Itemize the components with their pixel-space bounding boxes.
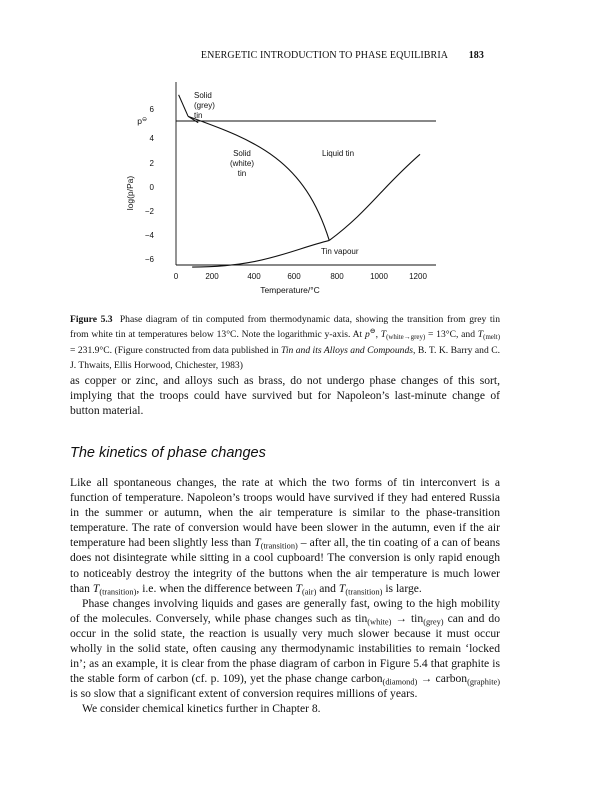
section-heading: The kinetics of phase changes: [70, 445, 266, 461]
x-tick-label: 1200: [409, 272, 427, 281]
liquid-vapour-boundary: [329, 154, 420, 240]
caption-subscript: (melt): [483, 334, 501, 342]
figure-label: Figure 5.3: [70, 314, 113, 325]
region-label-tin-vapour: Tin vapour: [321, 247, 359, 256]
caption-text: ,: [375, 329, 381, 341]
region-label-white-tin-line-3: tin: [237, 169, 247, 178]
intro-paragraph: [70, 373, 500, 418]
y-tick-label: 2: [149, 159, 154, 168]
y-tick-label: 4: [149, 134, 154, 143]
region-label-grey-tin-line-2: (grey): [194, 101, 215, 110]
y-tick-label: 0: [149, 183, 154, 192]
x-tick-label: 1000: [370, 272, 388, 281]
caption-symbol: p: [364, 329, 370, 341]
x-tick-label: 0: [173, 272, 179, 281]
y-tick-label: 6: [149, 105, 154, 114]
x-axis-title: Temperature/°C: [260, 285, 320, 295]
x-tick-label: 800: [330, 272, 344, 281]
y-tick-label: −2: [144, 207, 154, 216]
x-tick-label: 200: [205, 272, 219, 281]
region-label-grey-tin-line-1: Solid: [194, 91, 212, 100]
caption-text: , B. T. K. Barry and C. J. Thwaits, Ellis Horwood, Chichester, 1983): [70, 344, 501, 371]
region-label-white-tin-line-2: (white): [229, 159, 255, 168]
intro-text: as copper or zinc, and alloys such as brass, do not undergo phase changes of this sort, implying that the troops could have survived but for Napoleon’s last-minute change of button material.: [70, 374, 500, 418]
paragraph-3: We consider chemical kinetics further in Chapter 8.: [82, 702, 321, 716]
region-label-white-tin-line-1: Solid: [233, 149, 251, 158]
x-tick-label: 600: [287, 272, 301, 281]
x-tick-label: 400: [247, 272, 261, 281]
page-number: 183: [468, 50, 484, 61]
region-label-liquid-tin: Liquid tin: [322, 149, 355, 158]
paragraph-1: Like all spontaneous changes, the rate at which the two forms of tin interconvert is a function of temperature. Napoleon’s troops would have survived if they had entered Russia in the summer or autumn, when the air temperature is similar to the phase-transition temperature. The rate of conversion would have been slower in the autumn, even if the air temperature had been slightly less than $T_{(transition)}$ – after all, the tin coating of a can of beans does not disintegrate while sitting in a cool cupboard! The conversion is only rapid enough to noticeably destroy the integrity of the buttons when the air temperature is much lower than $T_{(transition)}$, i.e. when the difference between $T_{(air)}$ and $T_{(transition)}$ is large.: [70, 476, 500, 597]
y-tick-label: −4: [144, 231, 154, 240]
caption-symbol: T: [380, 329, 387, 341]
main-text: [70, 475, 500, 717]
caption-text: = 13°C, and: [425, 329, 478, 341]
figure-caption: [70, 312, 500, 373]
white-vapour-lower-boundary: [192, 240, 329, 267]
white-vapour-boundary: [188, 116, 329, 240]
x-tick-labels: [174, 272, 428, 281]
caption-subscript: (white→grey): [386, 334, 426, 342]
y-tick-label: −6: [144, 255, 154, 264]
y-axis-title: log(p/Pa): [125, 175, 135, 211]
paragraph-2: Phase changes involving liquids and gases are generally fast, owing to the high mobility of the molecules. Conversely, while phase changes such as tin$_{(white)}$ → tin$_{(grey)}$ can and do occur in the solid state, the reaction is usually very much slower because it must occur wholly in the solid state, often causing any thermodynamic instabilities to remain ‘locked in’; as an example, it is clear from the phase diagram of carbon in Figure 5.4 that graphite is the stable form of carbon (cf. p. 109), yet the phase change carbon$_{(diamond)}$ → carbon$_{(graphite)}$ is so slow that a significant extent of conversion requires millions of years.: [70, 596, 501, 701]
p-standard-label: p⊖: [137, 116, 147, 126]
caption-symbol: ⊖: [369, 328, 376, 336]
caption-book-title: Tin and its Alloys and Compounds: [281, 344, 413, 356]
region-label-grey-tin-line-3: tin: [194, 111, 203, 120]
phase-diagram-figure: [0, 0, 615, 310]
caption-text: Phase diagram of tin computed from thermodynamic data, showing the transition from grey tin from white tin at temperatures below 13°C. Note the logarithmic y-axis. At: [70, 314, 500, 341]
running-title: ENERGETIC INTRODUCTION TO PHASE EQUILIBRIA: [200, 50, 449, 61]
y-tick-labels: [145, 105, 155, 264]
caption-symbol: T: [477, 329, 484, 341]
grey-white-boundary: [179, 95, 188, 117]
caption-text: = 231.9°C. (Figure constructed from data published in: [70, 344, 282, 356]
